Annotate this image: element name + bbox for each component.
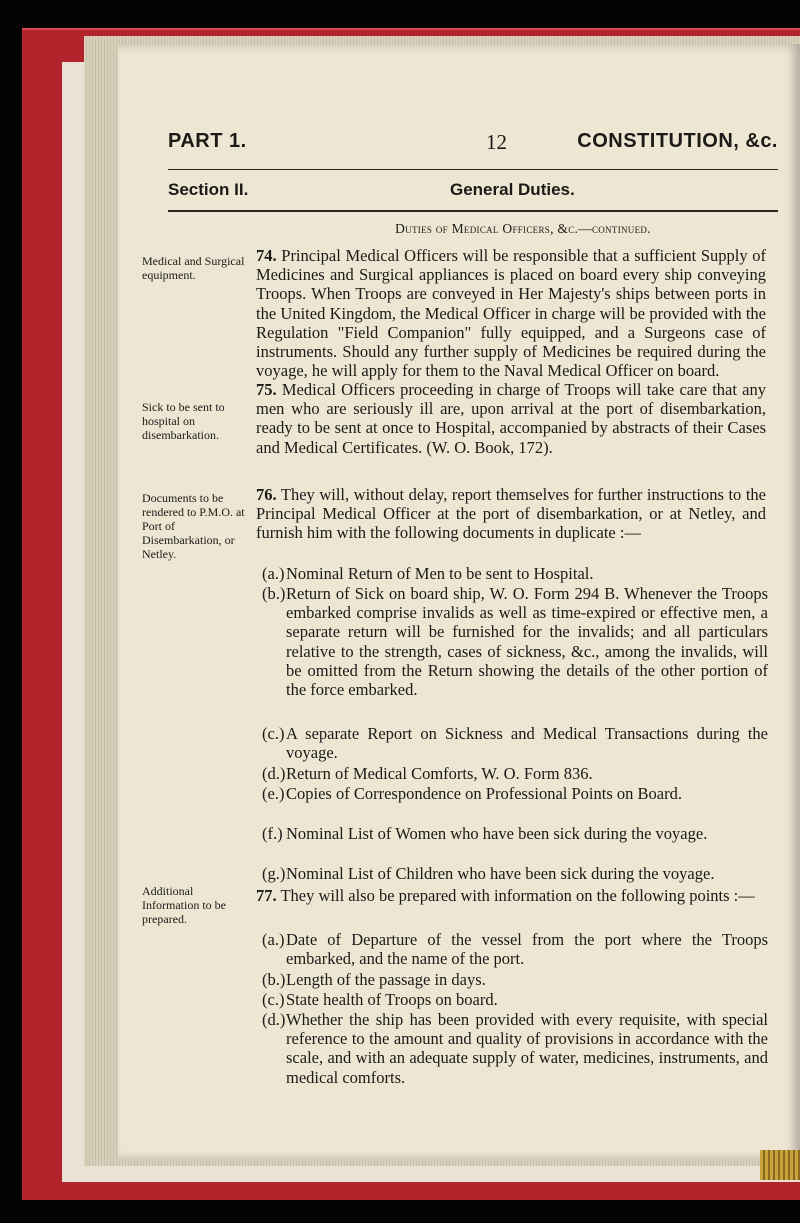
header-rule	[168, 169, 778, 170]
list-item	[262, 584, 768, 700]
item-text: State health of Troops on board.	[286, 990, 498, 1009]
item-label: (d.)	[262, 1010, 286, 1029]
paragraph-text: Medical Officers proceeding in charge of Troops will take care that any men who are seriously ill are, upon arrival at the port of disembarkation, ready to be sent at once to Hospital, accompanied by abstracts of their Cases and Medical Certificates. (W. O. Book, 172).	[256, 380, 767, 457]
paragraph-number: 74.	[256, 246, 277, 265]
paragraph-number: 77.	[256, 886, 277, 905]
section-heading	[168, 180, 778, 206]
item-label: (c.)	[262, 724, 285, 743]
page-number: 12	[486, 130, 507, 154]
item-label: (c.)	[262, 990, 285, 1009]
book-page	[118, 44, 800, 1160]
item-text: Length of the passage in days.	[286, 970, 486, 989]
paragraph-number: 76.	[256, 485, 277, 504]
list-item	[262, 784, 768, 803]
item-text: Nominal List of Children who have been sick during the voyage.	[286, 864, 715, 883]
subheading: Duties of Medical Officers, &c.—continued.	[395, 221, 651, 236]
item-text: Return of Sick on board ship, W. O. Form 294 B. Whenever the Troops embarked comprise invalids as well as time-expired or effective men, a separate return will be furnished for the invalids; and all particulars relative to the strength, cases of sickness, &c., among the invalids, will be omitted from the Return showing the details of the other portion of the force embarked.	[286, 584, 768, 700]
item-label: (f.)	[262, 824, 283, 843]
running-header	[168, 130, 778, 160]
list-item	[262, 564, 768, 583]
list-item	[262, 764, 768, 783]
list-item	[262, 930, 768, 969]
margin-note-sick-to-hospital: Sick to be sent to hospital on disembarkation.	[142, 400, 225, 442]
item-label: (g.)	[262, 864, 286, 883]
item-label: (e.)	[262, 784, 285, 803]
page-edge-gilt	[760, 1150, 800, 1180]
list-item	[262, 724, 768, 763]
section-title: General Duties.	[450, 180, 575, 199]
item-text: Nominal List of Women who have been sick during the voyage.	[286, 824, 708, 843]
paragraph-number: 75.	[256, 380, 277, 399]
list-item	[262, 1010, 768, 1087]
list-item	[262, 824, 768, 843]
item-label: (d.)	[262, 764, 286, 783]
item-label: (a.)	[262, 930, 285, 949]
paragraph-76	[256, 485, 766, 543]
list-item	[262, 990, 768, 1009]
item-label: (a.)	[262, 564, 285, 583]
section-rule	[168, 210, 778, 212]
header-title: CONSTITUTION, &c.	[577, 130, 778, 152]
item-text: Return of Medical Comforts, W. O. Form 836.	[286, 764, 593, 783]
paragraph-75	[256, 380, 766, 457]
margin-note-additional-info: Additional Information to be prepared.	[142, 884, 226, 926]
paragraph-text: They will, without delay, report themselves for further instructions to the Principal Medical Officer at the port of disembarkation, or at Netley, and furnish him with the following documents in duplicate :—	[256, 485, 767, 543]
item-label: (b.)	[262, 970, 286, 989]
list-item	[262, 970, 768, 989]
paragraph-text: Principal Medical Officers will be responsible that a sufficient Supply of Medicines and Surgical appliances is placed on board every ship conveying Troops. When Troops are conveyed in Her Majesty's ships between ports in the United Kingdom, the Medical Officer in charge will be provided with the Regulation "Field Companion" fully equipped, and a Surgeons case of instruments. Should any further supply of Medicines be required during the voyage, he will apply for them to the Naval Medical Officer on board.	[256, 246, 766, 381]
margin-note-documents: Documents to be rendered to P.M.O. at Port of Disembarkation, or Netley.	[142, 491, 245, 561]
paragraph-text: They will also be prepared with information on the following points :—	[280, 886, 755, 905]
margin-note-medical-equipment: Medical and Surgical equipment.	[142, 254, 245, 282]
item-text: Nominal Return of Men to be sent to Hospital.	[286, 564, 594, 583]
item-text: Whether the ship has been provided with every requisite, with special reference to the amount and quality of provisions in accordance with the scale, and with an adequate supply of water, medicines, instruments, and medical comforts.	[286, 1010, 768, 1087]
section-label: Section II.	[168, 180, 249, 199]
item-text: Date of Departure of the vessel from the port where the Troops embarked, and the name of the port.	[286, 930, 768, 969]
item-text: A separate Report on Sickness and Medical Transactions during the voyage.	[286, 724, 768, 763]
part-label: PART 1.	[168, 130, 247, 152]
list-item	[262, 864, 768, 883]
item-text: Copies of Correspondence on Professional Points on Board.	[286, 784, 682, 803]
paragraph-77	[256, 886, 766, 905]
paragraph-74	[256, 246, 766, 380]
item-label: (b.)	[262, 584, 286, 603]
